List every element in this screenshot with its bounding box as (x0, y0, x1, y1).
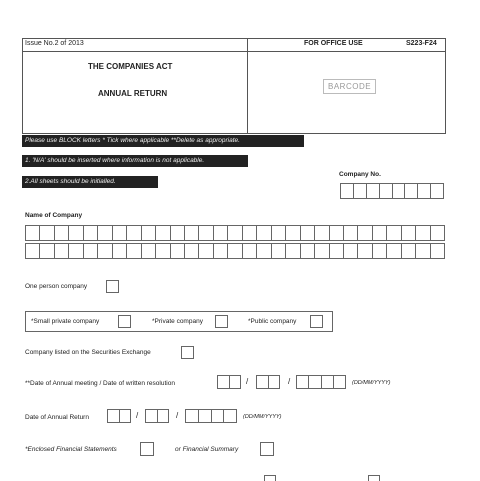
private-checkbox[interactable] (215, 315, 228, 328)
name-char-cell[interactable] (228, 244, 242, 258)
name-char-cell[interactable] (344, 244, 358, 258)
name-char-cell[interactable] (55, 244, 69, 258)
name-char-cell[interactable] (40, 226, 54, 240)
name-char-cell[interactable] (330, 244, 344, 258)
company-name-input-row-2[interactable] (25, 243, 445, 259)
name-char-cell[interactable] (98, 244, 112, 258)
name-char-cell[interactable] (69, 226, 83, 240)
one-person-checkbox[interactable] (106, 280, 119, 293)
date-separator: / (288, 377, 291, 386)
meeting-day-input[interactable] (217, 375, 241, 389)
name-char-cell[interactable] (69, 244, 83, 258)
name-char-cell[interactable] (127, 244, 141, 258)
name-char-cell[interactable] (387, 244, 401, 258)
name-char-cell[interactable] (416, 226, 430, 240)
return-year-input[interactable] (185, 409, 237, 423)
name-char-cell[interactable] (315, 226, 329, 240)
name-char-cell[interactable] (26, 226, 40, 240)
name-char-cell[interactable] (142, 226, 156, 240)
name-char-cell[interactable] (286, 244, 300, 258)
name-char-cell[interactable] (228, 226, 242, 240)
name-char-cell[interactable] (84, 226, 98, 240)
one-person-label: One person company (25, 283, 88, 290)
small-private-label: *Small private company (31, 318, 100, 325)
public-label: *Public company (248, 318, 297, 325)
cut-off-checkbox[interactable] (368, 475, 380, 481)
name-char-cell[interactable] (272, 244, 286, 258)
name-char-cell[interactable] (286, 226, 300, 240)
company-no-input[interactable] (340, 183, 444, 199)
enclosed-fs-checkbox[interactable] (140, 442, 154, 456)
name-char-cell[interactable] (185, 226, 199, 240)
name-of-company-label: Name of Company (25, 212, 83, 219)
name-char-cell[interactable] (431, 226, 444, 240)
name-char-cell[interactable] (171, 244, 185, 258)
return-month-input[interactable] (145, 409, 169, 423)
name-char-cell[interactable] (431, 244, 444, 258)
instruction-bar-2: 1. 'N/A' should be inserted where information is not applicable. (22, 155, 248, 167)
cut-off-checkbox[interactable] (264, 475, 276, 481)
name-char-cell[interactable] (315, 244, 329, 258)
name-char-cell[interactable] (84, 244, 98, 258)
name-char-cell[interactable] (156, 244, 170, 258)
name-char-cell[interactable] (171, 226, 185, 240)
name-char-cell[interactable] (243, 226, 257, 240)
meeting-month-input[interactable] (256, 375, 280, 389)
date-separator: / (136, 411, 139, 420)
annual-return-date-label: Date of Annual Return (25, 414, 89, 421)
name-char-cell[interactable] (257, 244, 271, 258)
name-char-cell[interactable] (26, 244, 40, 258)
public-checkbox[interactable] (310, 315, 323, 328)
name-char-cell[interactable] (272, 226, 286, 240)
name-char-cell[interactable] (301, 244, 315, 258)
date-separator: / (176, 411, 179, 420)
instruction-bar-1: Please use BLOCK letters * Tick where applicable **Delete as appropriate. (22, 135, 304, 147)
act-title: THE COMPANIES ACT (88, 62, 173, 71)
header-divider (247, 39, 248, 133)
return-day-input[interactable] (107, 409, 131, 423)
name-char-cell[interactable] (199, 244, 213, 258)
header-top-row (23, 39, 445, 52)
name-char-cell[interactable] (98, 226, 112, 240)
instruction-bar-3: 2.All sheets should be initialled. (22, 176, 158, 188)
name-char-cell[interactable] (416, 244, 430, 258)
name-char-cell[interactable] (199, 226, 213, 240)
name-char-cell[interactable] (55, 226, 69, 240)
name-char-cell[interactable] (330, 226, 344, 240)
company-name-input-row-1[interactable] (25, 225, 445, 241)
name-char-cell[interactable] (113, 244, 127, 258)
name-char-cell[interactable] (344, 226, 358, 240)
return-date-format: (DD/MM/YYYY) (243, 414, 282, 420)
office-use-label: FOR OFFICE USE (304, 40, 363, 47)
issue-number: Issue No.2 of 2013 (25, 40, 84, 47)
name-char-cell[interactable] (113, 226, 127, 240)
name-char-cell[interactable] (142, 244, 156, 258)
meeting-year-input[interactable] (296, 375, 346, 389)
form-header (22, 38, 446, 134)
financial-summary-checkbox[interactable] (260, 442, 274, 456)
return-title: ANNUAL RETURN (98, 89, 168, 98)
listed-label: Company listed on the Securities Exchange (25, 349, 151, 356)
name-char-cell[interactable] (257, 226, 271, 240)
name-char-cell[interactable] (127, 226, 141, 240)
name-char-cell[interactable] (402, 226, 416, 240)
annual-meeting-label: **Date of Annual meeting / Date of written resolution (25, 380, 175, 387)
name-char-cell[interactable] (185, 244, 199, 258)
name-char-cell[interactable] (373, 244, 387, 258)
date-separator: / (246, 377, 249, 386)
name-char-cell[interactable] (402, 244, 416, 258)
small-private-checkbox[interactable] (118, 315, 131, 328)
enclosed-fs-label: *Enclosed Financial Statements (25, 446, 117, 453)
name-char-cell[interactable] (373, 226, 387, 240)
name-char-cell[interactable] (214, 226, 228, 240)
company-no-label: Company No. (339, 171, 381, 178)
barcode-box: BARCODE (323, 79, 376, 94)
financial-summary-label: or Financial Summary (175, 446, 239, 453)
name-char-cell[interactable] (40, 244, 54, 258)
name-char-cell[interactable] (214, 244, 228, 258)
name-char-cell[interactable] (358, 226, 372, 240)
form-code: S223-F24 (406, 40, 437, 47)
name-char-cell[interactable] (301, 226, 315, 240)
listed-checkbox[interactable] (181, 346, 194, 359)
name-char-cell[interactable] (358, 244, 372, 258)
name-char-cell[interactable] (243, 244, 257, 258)
private-label: *Private company (152, 318, 203, 325)
name-char-cell[interactable] (387, 226, 401, 240)
meeting-date-format: (DD/MM/YYYY) (352, 380, 391, 386)
name-char-cell[interactable] (156, 226, 170, 240)
